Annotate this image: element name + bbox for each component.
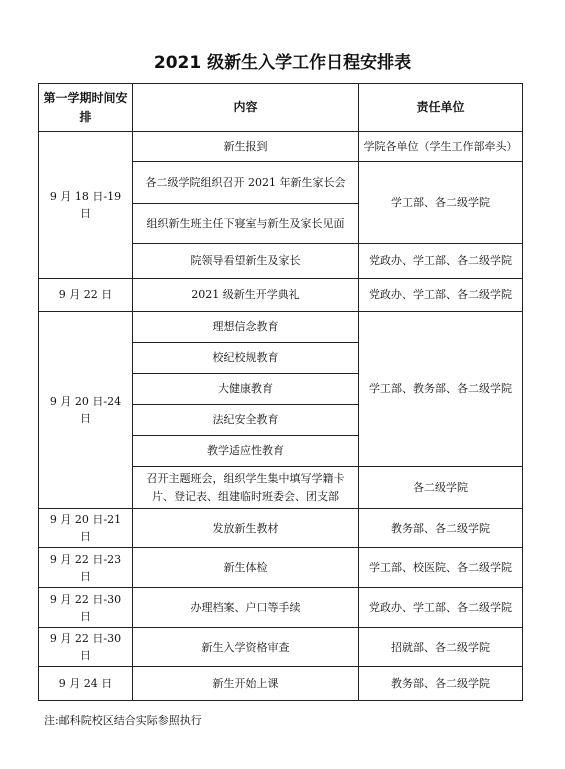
table-row xyxy=(39,588,523,628)
content-cell: 校纪校规教育 xyxy=(133,343,359,374)
content-cell: 新生体检 xyxy=(133,548,359,588)
table-row xyxy=(39,509,523,548)
content-cell: 2021 级新生开学典礼 xyxy=(133,279,359,312)
content-cell: 大健康教育 xyxy=(133,374,359,405)
content-cell: 法纪安全教育 xyxy=(133,405,359,436)
document-title: 2021 级新生入学工作日程安排表 xyxy=(153,53,412,73)
header-row xyxy=(39,84,523,132)
header-content: 内容 xyxy=(133,84,359,132)
table-row xyxy=(39,548,523,588)
time-cell: 9 月 22 日-23 日 xyxy=(39,548,133,588)
table-row xyxy=(39,132,523,162)
unit-cell: 党政办、学工部、各二级学院 xyxy=(359,279,523,312)
unit-cell: 党政办、学工部、各二级学院 xyxy=(359,588,523,628)
unit-cell: 学工部、各二级学院 xyxy=(359,162,523,244)
table-row xyxy=(39,279,523,312)
table-row xyxy=(39,312,523,343)
content-cell: 各二级学院组织召开 2021 年新生家长会 xyxy=(133,162,359,204)
unit-cell: 党政办、学工部、各二级学院 xyxy=(359,244,523,279)
content-cell: 新生报到 xyxy=(133,132,359,162)
footnote: 注:邮科院校区结合实际参照执行 xyxy=(44,714,202,727)
unit-cell: 各二级学院 xyxy=(359,467,523,509)
table-row xyxy=(39,667,523,701)
unit-cell: 学工部、校医院、各二级学院 xyxy=(359,548,523,588)
header-time: 第一学期时间安排 xyxy=(39,84,133,132)
unit-cell: 教务部、各二级学院 xyxy=(359,667,523,701)
content-cell: 发放新生教材 xyxy=(133,509,359,548)
content-cell: 组织新生班主任下寝室与新生及家长见面 xyxy=(133,204,359,244)
time-cell: 9 月 20 日-24 日 xyxy=(39,312,133,509)
time-cell: 9 月 18 日-19 日 xyxy=(39,132,133,279)
unit-cell: 学院各单位（学生工作部牵头） xyxy=(359,132,523,162)
time-cell: 9 月 22 日-30 日 xyxy=(39,628,133,667)
time-cell: 9 月 20 日-21 日 xyxy=(39,509,133,548)
content-cell: 新生开始上课 xyxy=(133,667,359,701)
header-unit: 责任单位 xyxy=(359,84,523,132)
unit-cell: 学工部、教务部、各二级学院 xyxy=(359,312,523,467)
time-cell: 9 月 22 日-30 日 xyxy=(39,588,133,628)
time-cell: 9 月 22 日 xyxy=(39,279,133,312)
unit-cell: 教务部、各二级学院 xyxy=(359,509,523,548)
schedule-table xyxy=(38,83,523,701)
unit-cell: 招就部、各二级学院 xyxy=(359,628,523,667)
content-cell: 院领导看望新生及家长 xyxy=(133,244,359,279)
content-cell: 办理档案、户口等手续 xyxy=(133,588,359,628)
content-cell: 教学适应性教育 xyxy=(133,436,359,467)
content-cell: 新生入学资格审查 xyxy=(133,628,359,667)
table-row xyxy=(39,628,523,667)
content-cell: 召开主题班会，组织学生集中填写学籍卡片、登记表、组建临时班委会、团支部 xyxy=(133,467,359,509)
content-cell: 理想信念教育 xyxy=(133,312,359,343)
time-cell: 9 月 24 日 xyxy=(39,667,133,701)
